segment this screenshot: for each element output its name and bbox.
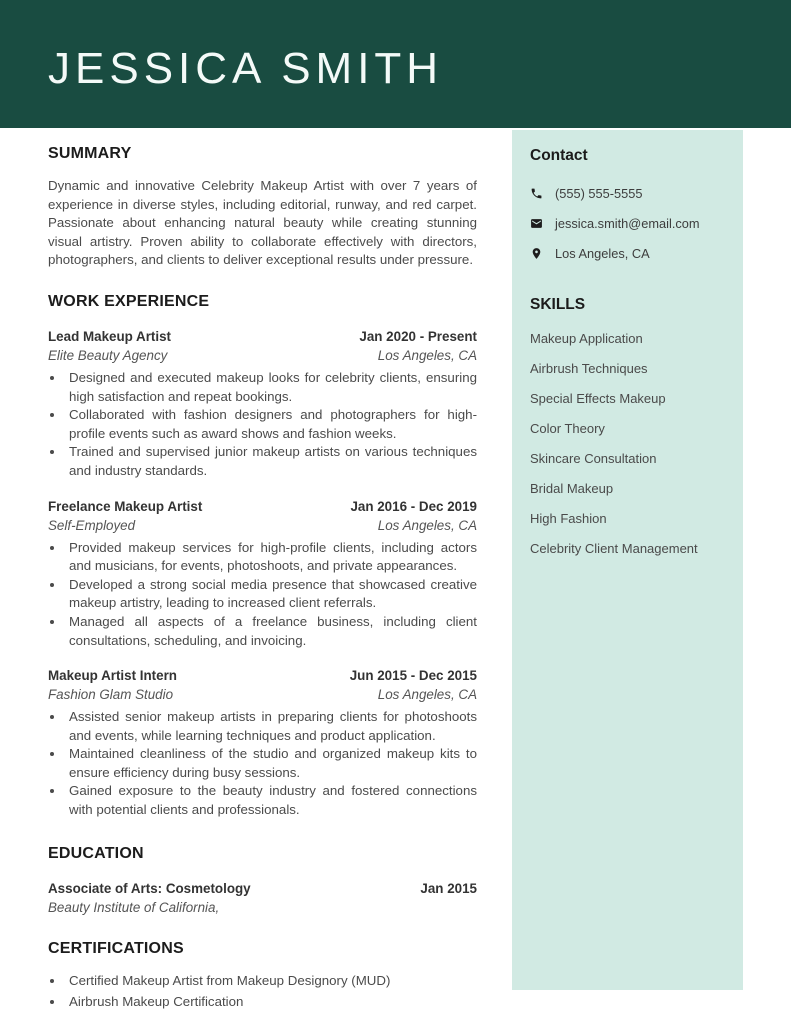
job-subheader-row (48, 516, 477, 535)
job-entry (48, 497, 477, 651)
job-bullets (48, 369, 477, 481)
job-title: Makeup Artist Intern (48, 668, 177, 684)
job-bullet: • Maintained cleanliness of the studio and organized makeup kits to ensure efficiency during busy sessions. (65, 745, 477, 782)
skill-item: Special Effects Makeup (530, 391, 666, 406)
job-header-row (48, 497, 477, 516)
education-header-row (48, 879, 477, 898)
job-bullet: • Provided makeup services for high-profile clients, including actors and musicians, for events, photoshoots, and private appearances. (65, 539, 477, 576)
job-title: Lead Makeup Artist (48, 328, 172, 344)
job-bullet: • Collaborated with fashion designers and photographers for high-profile events such as award shows and fashion weeks. (65, 406, 477, 443)
certification-item: • Certified Makeup Artist from Makeup Designory (MUD) (65, 970, 477, 991)
job-dates: Jun 2015 - Dec 2015 (349, 668, 477, 684)
certifications-list (48, 970, 477, 1012)
education-degree: Associate of Arts: Cosmetology (48, 880, 251, 896)
job-dates: Jan 2016 - Dec 2019 (350, 498, 477, 514)
skills-title: SKILLS (530, 296, 586, 313)
job-bullet: • Managed all aspects of a freelance business, including client consultations, scheduling, and invoicing. (65, 613, 477, 650)
skill-item: Bridal Makeup (530, 481, 614, 496)
job-company: Elite Beauty Agency (48, 347, 168, 363)
job-bullet: • Designed and executed makeup looks for celebrity clients, ensuring high satisfaction and repeat bookings. (65, 369, 477, 406)
education-date: Jan 2015 (420, 880, 477, 896)
job-header-row (48, 327, 477, 346)
location-icon (530, 247, 543, 260)
job-bullet: • Gained exposure to the beauty industry and fostered connections with potential clients and professionals. (65, 782, 477, 819)
main-column (48, 144, 477, 1012)
contact-item-email (530, 215, 725, 231)
contact-item-location (530, 245, 725, 261)
summary-text: Dynamic and innovative Celebrity Makeup Artist with over 7 years of experience in diverse styles, including editorial, runway, and red carpet. Passionate about enhancing natural beauty while creating stunning visual artistry. Proven ability to collaborate effectively with directors, photographers, and clients to deliver exceptional results under pressure. (48, 178, 477, 268)
contact-section (530, 146, 725, 261)
contact-phone-text: (555) 555-5555 (555, 185, 643, 201)
job-company: Fashion Glam Studio (48, 687, 174, 703)
certifications-title: CERTIFICATIONS (48, 939, 184, 957)
email-icon (530, 217, 543, 230)
skill-item: Color Theory (530, 421, 605, 436)
contact-title: Contact (530, 147, 588, 164)
job-location: Los Angeles, CA (377, 687, 477, 703)
job-bullet: • Developed a strong social media presence that showcased creative makeup artistry, leading to increased client referrals. (65, 576, 477, 613)
job-subheader-row (48, 346, 477, 365)
skill-item: High Fashion (530, 511, 607, 526)
certifications-section (48, 939, 477, 1012)
job-bullets (48, 539, 477, 651)
skill-item: Makeup Application (530, 331, 643, 346)
work-experience-title: WORK EXPERIENCE (48, 292, 210, 310)
job-dates: Jan 2020 - Present (359, 328, 477, 344)
job-entry (48, 327, 477, 481)
phone-icon (530, 187, 543, 200)
summary-section (48, 144, 477, 270)
skill-item: Celebrity Client Management (530, 541, 698, 556)
sidebar (512, 130, 743, 990)
education-school: Beauty Institute of California, (48, 899, 220, 915)
education-subheader-row (48, 898, 477, 917)
job-location: Los Angeles, CA (377, 347, 477, 363)
skill-item: Skincare Consultation (530, 451, 657, 466)
work-experience-section (48, 292, 477, 820)
education-entry (48, 879, 477, 917)
job-header-row (48, 666, 477, 685)
contact-email-text: jessica.smith@email.com (555, 215, 700, 231)
skill-item: Airbrush Techniques (530, 361, 648, 376)
job-bullet: • Assisted senior makeup artists in preparing clients for photoshoots and events, while learning techniques and product application. (65, 708, 477, 745)
job-bullet: • Trained and supervised junior makeup artists on various techniques and industry standards. (65, 443, 477, 480)
job-location: Los Angeles, CA (377, 517, 477, 533)
job-subheader-row (48, 685, 477, 704)
skills-section (530, 295, 725, 556)
education-section (48, 844, 477, 917)
candidate-name: JESSICA SMITH (48, 44, 444, 93)
summary-title: SUMMARY (48, 145, 132, 162)
education-title: EDUCATION (48, 844, 144, 862)
skills-list (530, 331, 725, 556)
contact-list (530, 185, 725, 261)
job-entry (48, 666, 477, 820)
contact-location-text: Los Angeles, CA (555, 245, 650, 261)
job-title: Freelance Makeup Artist (48, 498, 203, 514)
certification-item: • Airbrush Makeup Certification (65, 991, 477, 1012)
job-company: Self-Employed (48, 517, 136, 533)
contact-item-phone (530, 185, 725, 201)
job-bullets (48, 708, 477, 820)
header-banner (0, 0, 791, 128)
